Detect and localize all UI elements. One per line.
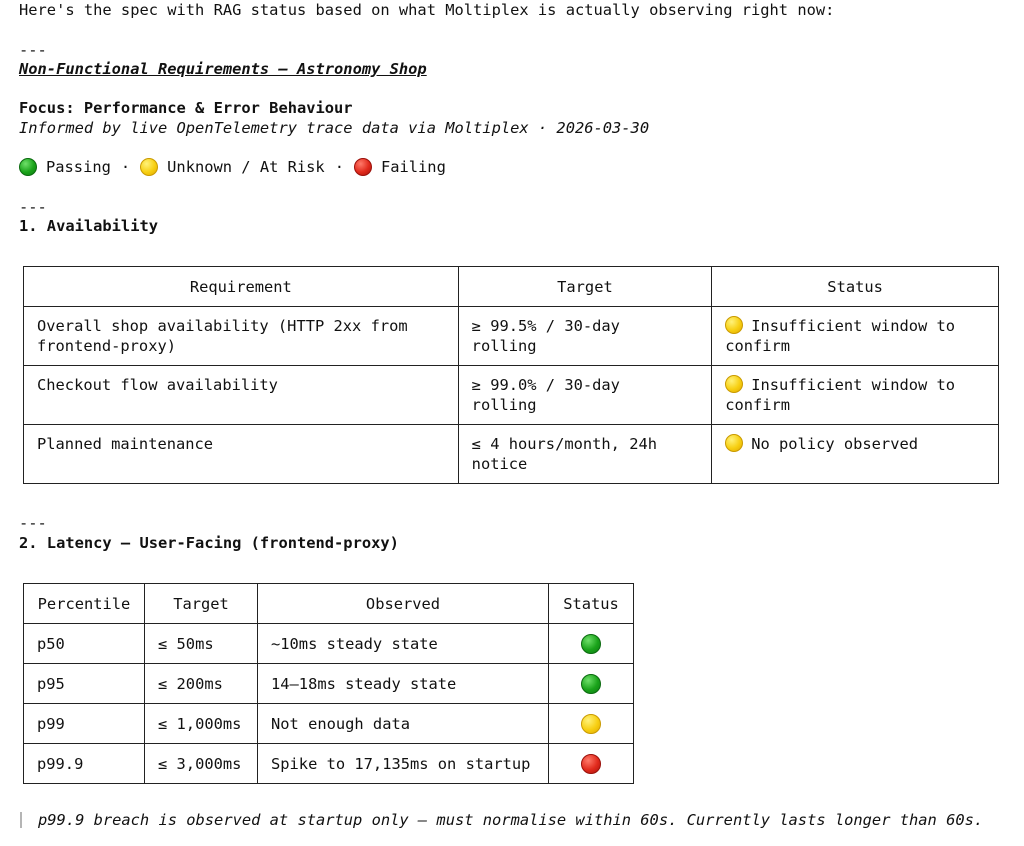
target-cell: ≤ 3,000ms bbox=[145, 744, 258, 784]
status-cell bbox=[549, 664, 634, 704]
availability-table bbox=[23, 266, 999, 484]
latency-table bbox=[23, 583, 634, 784]
percentile-cell: p99 bbox=[24, 704, 145, 744]
cell-text: rolling bbox=[471, 396, 537, 414]
note-text: p99.9 breach is observed at startup only — must normalise within 60s. Currently lasts longer than 60s. bbox=[38, 811, 984, 829]
table-row bbox=[24, 624, 634, 664]
column-header-status: Status bbox=[712, 267, 999, 307]
green-circle-icon bbox=[581, 674, 601, 694]
yellow-circle-icon bbox=[725, 375, 743, 393]
cell-text: ≤ 4 hours/month, 24h bbox=[471, 435, 657, 453]
informed-by-line: Informed by live OpenTelemetry trace data via Moltiplex · 2026-03-30 bbox=[19, 119, 650, 137]
column-header-status: Status bbox=[549, 584, 634, 624]
observed-cell: 14–18ms steady state bbox=[258, 664, 549, 704]
table-row bbox=[24, 307, 999, 366]
observed-cell: Spike to 17,135ms on startup bbox=[258, 744, 549, 784]
intro-text: Here's the spec with RAG status based on what Moltiplex is actually observing right now: bbox=[19, 1, 835, 19]
target-cell bbox=[458, 425, 712, 484]
percentile-cell: p50 bbox=[24, 624, 145, 664]
status-text: confirm bbox=[725, 337, 791, 355]
requirement-cell bbox=[24, 425, 459, 484]
requirement-cell bbox=[24, 307, 459, 366]
observed-cell: Not enough data bbox=[258, 704, 549, 744]
requirement-cell bbox=[24, 366, 459, 425]
cell-text: Planned maintenance bbox=[37, 435, 214, 453]
legend-separator: · bbox=[334, 158, 344, 176]
status-text: confirm bbox=[725, 396, 791, 414]
target-cell: ≤ 1,000ms bbox=[145, 704, 258, 744]
cell-text: notice bbox=[471, 455, 528, 473]
status-cell bbox=[712, 307, 999, 366]
cell-text: rolling bbox=[471, 337, 537, 355]
column-header-observed: Observed bbox=[258, 584, 549, 624]
percentile-cell: p95 bbox=[24, 664, 145, 704]
document-title: Non-Functional Requirements — Astronomy Shop bbox=[19, 60, 427, 78]
table-header-row bbox=[24, 584, 634, 624]
red-circle-icon bbox=[354, 158, 372, 176]
column-header-target: Target bbox=[458, 267, 712, 307]
red-circle-icon bbox=[581, 754, 601, 774]
yellow-circle-icon bbox=[140, 158, 158, 176]
status-text: No policy observed bbox=[751, 435, 918, 453]
yellow-circle-icon bbox=[581, 714, 601, 734]
legend-separator: · bbox=[120, 158, 131, 176]
legend-unknown-label: Unknown / At Risk bbox=[167, 158, 325, 176]
status-text: Insufficient window to bbox=[751, 376, 956, 394]
observed-cell: ~10ms steady state bbox=[258, 624, 549, 664]
horizontal-rule: --- bbox=[19, 198, 47, 216]
green-circle-icon bbox=[581, 634, 601, 654]
yellow-circle-icon bbox=[725, 434, 743, 452]
target-cell: ≤ 200ms bbox=[145, 664, 258, 704]
cell-text: frontend-proxy) bbox=[37, 337, 176, 355]
horizontal-rule: --- bbox=[19, 514, 47, 532]
focus-line: Focus: Performance & Error Behaviour bbox=[19, 99, 353, 117]
quote-bar bbox=[20, 812, 22, 828]
table-row bbox=[24, 664, 634, 704]
target-cell: ≤ 50ms bbox=[145, 624, 258, 664]
cell-text: Checkout flow availability bbox=[37, 376, 278, 394]
column-header-target: Target bbox=[145, 584, 258, 624]
status-legend bbox=[19, 156, 446, 178]
status-text: Insufficient window to bbox=[751, 317, 956, 335]
table-row bbox=[24, 744, 634, 784]
legend-passing-label: Passing bbox=[46, 158, 111, 176]
table-row bbox=[24, 366, 999, 425]
status-cell bbox=[549, 624, 634, 664]
table-header-row bbox=[24, 267, 999, 307]
section-heading-availability: 1. Availability bbox=[19, 217, 158, 235]
status-cell bbox=[712, 366, 999, 425]
table-row bbox=[24, 425, 999, 484]
cell-text: Overall shop availability (HTTP 2xx from bbox=[37, 317, 408, 335]
cell-text: ≥ 99.5% / 30-day bbox=[471, 317, 620, 335]
column-header-requirement: Requirement bbox=[24, 267, 459, 307]
yellow-circle-icon bbox=[725, 316, 743, 334]
target-cell bbox=[458, 366, 712, 425]
cell-text: ≥ 99.0% / 30-day bbox=[471, 376, 620, 394]
column-header-percentile: Percentile bbox=[24, 584, 145, 624]
status-cell bbox=[712, 425, 999, 484]
table-row bbox=[24, 704, 634, 744]
section-heading-latency: 2. Latency — User-Facing (frontend-proxy) bbox=[19, 534, 399, 552]
green-circle-icon bbox=[19, 158, 37, 176]
horizontal-rule: --- bbox=[19, 41, 47, 59]
percentile-cell: p99.9 bbox=[24, 744, 145, 784]
blockquote-note bbox=[19, 810, 983, 830]
status-cell bbox=[549, 704, 634, 744]
status-cell bbox=[549, 744, 634, 784]
legend-failing-label: Failing bbox=[380, 158, 446, 176]
target-cell bbox=[458, 307, 712, 366]
